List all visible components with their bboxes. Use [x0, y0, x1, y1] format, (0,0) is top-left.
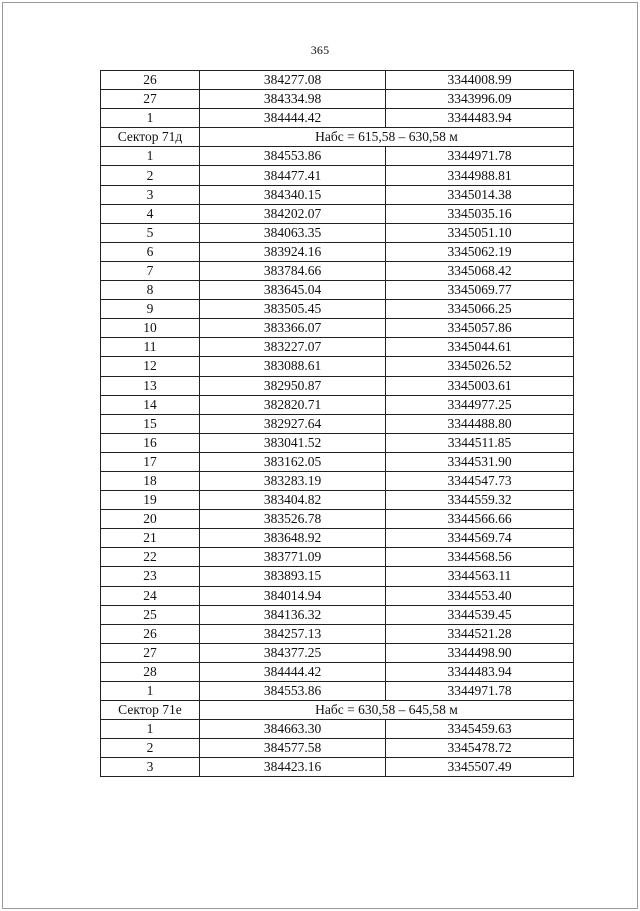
point-number: 2 [101, 166, 200, 185]
coordinate-x: 383784.66 [200, 261, 386, 280]
coordinate-x: 383088.61 [200, 357, 386, 376]
table-row [101, 452, 574, 471]
coordinate-y: 3345068.42 [386, 261, 574, 280]
coordinate-y: 3345044.61 [386, 338, 574, 357]
coordinate-y: 3344971.78 [386, 682, 574, 701]
coordinate-x: 383771.09 [200, 548, 386, 567]
coordinate-x: 384014.94 [200, 586, 386, 605]
coordinate-y: 3344547.73 [386, 471, 574, 490]
point-number: 22 [101, 548, 200, 567]
coordinate-x: 384202.07 [200, 204, 386, 223]
table-row [101, 491, 574, 510]
table-row [101, 414, 574, 433]
coordinate-y: 3344521.28 [386, 624, 574, 643]
point-number: 1 [101, 682, 200, 701]
table-row [101, 433, 574, 452]
table-row [101, 166, 574, 185]
point-number: 20 [101, 510, 200, 529]
sector-elevation-range: Набс = 630,58 – 645,58 м [200, 701, 574, 720]
coordinate-x: 384553.86 [200, 147, 386, 166]
coordinate-y: 3345069.77 [386, 281, 574, 300]
coordinate-x: 383526.78 [200, 510, 386, 529]
coordinate-y: 3344488.80 [386, 414, 574, 433]
point-number: 17 [101, 452, 200, 471]
coordinates-table [100, 70, 574, 777]
coordinate-y: 3344008.99 [386, 71, 574, 90]
coordinate-x: 383645.04 [200, 281, 386, 300]
coordinate-x: 382950.87 [200, 376, 386, 395]
point-number: 10 [101, 319, 200, 338]
coordinate-y: 3344498.90 [386, 643, 574, 662]
table-row [101, 300, 574, 319]
sector-name: Сектор 71е [101, 701, 200, 720]
coordinate-x: 382927.64 [200, 414, 386, 433]
point-number: 2 [101, 739, 200, 758]
point-number: 25 [101, 605, 200, 624]
point-number: 26 [101, 71, 200, 90]
point-number: 24 [101, 586, 200, 605]
point-number: 4 [101, 204, 200, 223]
coordinate-y: 3345003.61 [386, 376, 574, 395]
coordinate-y: 3345478.72 [386, 739, 574, 758]
coordinate-x: 383227.07 [200, 338, 386, 357]
coordinate-y: 3344977.25 [386, 395, 574, 414]
table-row [101, 758, 574, 777]
coordinate-y: 3344539.45 [386, 605, 574, 624]
coordinate-x: 383648.92 [200, 529, 386, 548]
coordinate-x: 383893.15 [200, 567, 386, 586]
coordinate-y: 3345026.52 [386, 357, 574, 376]
point-number: 28 [101, 662, 200, 681]
coordinate-x: 384444.42 [200, 109, 386, 128]
table-row [101, 643, 574, 662]
sector-header-row [101, 701, 574, 720]
coordinate-y: 3344559.32 [386, 491, 574, 510]
table-row [101, 109, 574, 128]
table-row [101, 376, 574, 395]
table-row [101, 185, 574, 204]
table-row [101, 319, 574, 338]
table-row [101, 682, 574, 701]
table-row [101, 147, 574, 166]
coordinate-x: 382820.71 [200, 395, 386, 414]
coordinate-x: 384063.35 [200, 223, 386, 242]
point-number: 11 [101, 338, 200, 357]
coordinate-y: 3345507.49 [386, 758, 574, 777]
point-number: 3 [101, 185, 200, 204]
table-row [101, 242, 574, 261]
coordinate-x: 384334.98 [200, 90, 386, 109]
point-number: 1 [101, 720, 200, 739]
coordinate-x: 384277.08 [200, 71, 386, 90]
table-row [101, 586, 574, 605]
point-number: 19 [101, 491, 200, 510]
coordinate-x: 384257.13 [200, 624, 386, 643]
coordinate-x: 384553.86 [200, 682, 386, 701]
sector-elevation-range: Набс = 615,58 – 630,58 м [200, 128, 574, 147]
point-number: 27 [101, 90, 200, 109]
coordinate-x: 383505.45 [200, 300, 386, 319]
coordinate-y: 3344569.74 [386, 529, 574, 548]
coordinate-y: 3345459.63 [386, 720, 574, 739]
coordinate-x: 384477.41 [200, 166, 386, 185]
coordinate-y: 3345014.38 [386, 185, 574, 204]
table-row [101, 357, 574, 376]
table-row [101, 204, 574, 223]
table-row [101, 90, 574, 109]
coordinate-y: 3345066.25 [386, 300, 574, 319]
table-row [101, 529, 574, 548]
point-number: 15 [101, 414, 200, 433]
coordinate-y: 3344568.56 [386, 548, 574, 567]
coordinate-x: 383283.19 [200, 471, 386, 490]
table-row [101, 720, 574, 739]
coordinate-y: 3344531.90 [386, 452, 574, 471]
coordinate-y: 3345057.86 [386, 319, 574, 338]
table-row [101, 662, 574, 681]
coordinate-x: 383924.16 [200, 242, 386, 261]
coordinate-x: 384340.15 [200, 185, 386, 204]
coordinate-x: 384444.42 [200, 662, 386, 681]
table-row [101, 395, 574, 414]
table-row [101, 261, 574, 280]
point-number: 1 [101, 147, 200, 166]
coordinate-y: 3344553.40 [386, 586, 574, 605]
point-number: 16 [101, 433, 200, 452]
coordinate-y: 3343996.09 [386, 90, 574, 109]
coordinate-x: 383366.07 [200, 319, 386, 338]
coordinate-y: 3345035.16 [386, 204, 574, 223]
point-number: 9 [101, 300, 200, 319]
coordinate-y: 3345062.19 [386, 242, 574, 261]
point-number: 12 [101, 357, 200, 376]
point-number: 5 [101, 223, 200, 242]
table-row [101, 624, 574, 643]
coordinate-x: 383041.52 [200, 433, 386, 452]
table-row [101, 605, 574, 624]
coordinate-y: 3344988.81 [386, 166, 574, 185]
table-row [101, 338, 574, 357]
table-row [101, 567, 574, 586]
table-row [101, 281, 574, 300]
point-number: 6 [101, 242, 200, 261]
table-row [101, 471, 574, 490]
coordinate-y: 3344971.78 [386, 147, 574, 166]
coordinate-x: 383162.05 [200, 452, 386, 471]
point-number: 8 [101, 281, 200, 300]
coordinate-y: 3344566.66 [386, 510, 574, 529]
table-row [101, 223, 574, 242]
point-number: 27 [101, 643, 200, 662]
table-row [101, 510, 574, 529]
coordinate-y: 3344483.94 [386, 109, 574, 128]
coordinate-y: 3344511.85 [386, 433, 574, 452]
table-row [101, 548, 574, 567]
coordinate-x: 384423.16 [200, 758, 386, 777]
table-row [101, 739, 574, 758]
point-number: 21 [101, 529, 200, 548]
coordinate-x: 384577.58 [200, 739, 386, 758]
coordinate-y: 3345051.10 [386, 223, 574, 242]
sector-name: Сектор 71д [101, 128, 200, 147]
point-number: 23 [101, 567, 200, 586]
coordinates-table-body [101, 71, 574, 777]
point-number: 1 [101, 109, 200, 128]
coordinate-x: 384136.32 [200, 605, 386, 624]
point-number: 26 [101, 624, 200, 643]
point-number: 14 [101, 395, 200, 414]
page-number: 365 [310, 43, 330, 57]
coordinate-x: 384377.25 [200, 643, 386, 662]
coordinate-y: 3344563.11 [386, 567, 574, 586]
table-row [101, 71, 574, 90]
coordinate-x: 383404.82 [200, 491, 386, 510]
point-number: 3 [101, 758, 200, 777]
point-number: 13 [101, 376, 200, 395]
sector-header-row [101, 128, 574, 147]
coordinate-x: 384663.30 [200, 720, 386, 739]
point-number: 7 [101, 261, 200, 280]
coordinate-y: 3344483.94 [386, 662, 574, 681]
point-number: 18 [101, 471, 200, 490]
